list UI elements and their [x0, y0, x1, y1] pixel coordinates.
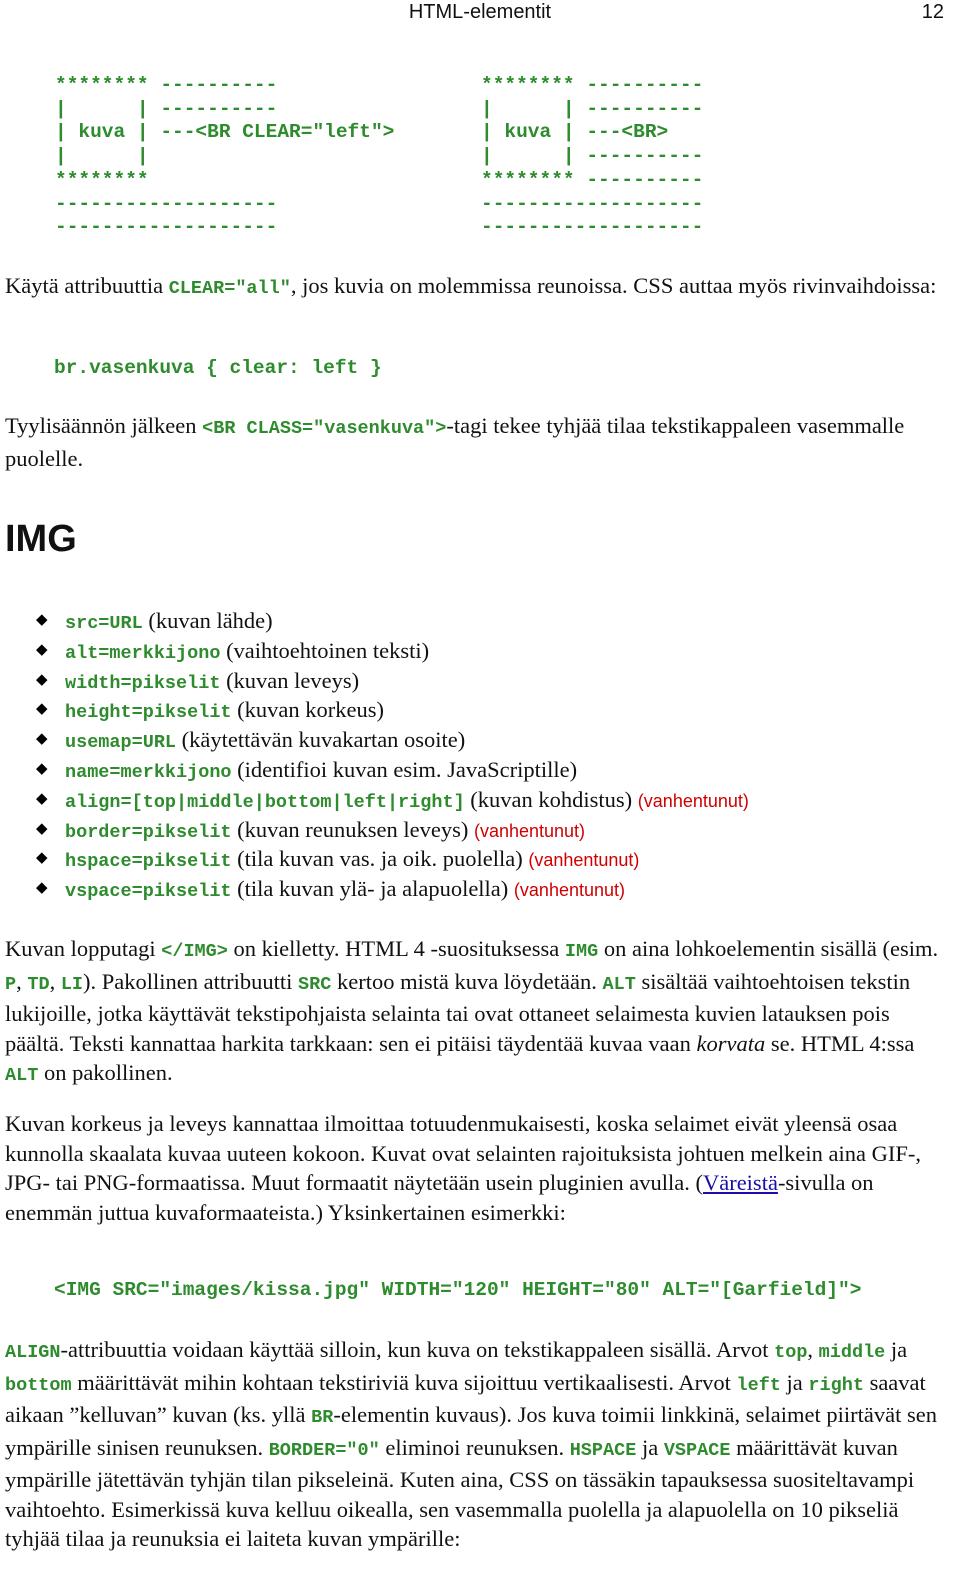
text: ja	[885, 1337, 908, 1362]
inline-code: BR	[311, 1407, 334, 1428]
section-heading-img: IMG	[5, 518, 77, 560]
diamond-bullet-icon: ◆	[36, 790, 48, 807]
inline-code: SRC	[298, 973, 332, 995]
attribute-desc: (kuvan lähde)	[142, 608, 273, 633]
code-example-css: br.vasenkuva { clear: left }	[54, 357, 382, 379]
diamond-bullet-icon: ◆	[36, 850, 48, 867]
code-example-img: <IMG SRC="images/kissa.jpg" WIDTH="120" HEIGHT="80" ALT="[Garfield]">	[54, 1279, 862, 1301]
inline-code: ALT	[5, 1065, 39, 1086]
inline-code: BORDER="0"	[268, 1439, 380, 1461]
diamond-bullet-icon: ◆	[36, 731, 48, 748]
attribute-desc: (käytettävän kuvakartan osoite)	[176, 727, 466, 753]
attribute-desc: (identifioi kuvan esim. JavaScriptille)	[231, 756, 578, 782]
attribute-desc: (tila kuvan ylä- ja alapuolella)	[231, 876, 514, 902]
text: -sivulla on enemmän juttua kuvaformaateista.) Yksinkertainen esimerkki:	[5, 1170, 874, 1225]
inline-code: top	[774, 1342, 808, 1363]
text: eliminoi reunuksen.	[379, 1434, 570, 1460]
deprecated-label: (vanhentunut)	[528, 850, 640, 871]
paragraph-dimensions	[5, 1109, 945, 1227]
inline-code: </IMG>	[161, 941, 228, 962]
inline-code: ALIGN	[5, 1342, 61, 1363]
text: se. HTML 4:ssa	[765, 1030, 915, 1056]
attribute-code: width=pikselit	[65, 672, 221, 694]
attribute-desc: (tila kuvan vas. ja oik. puolella)	[231, 846, 529, 872]
inline-code: VSPACE	[663, 1439, 731, 1461]
text: kertoo mistä kuva löydetään.	[331, 968, 603, 994]
text: ,	[49, 968, 61, 994]
attribute-desc: (vaihtoehtoinen teksti)	[220, 637, 430, 663]
attribute-code: name=merkkijono	[65, 761, 232, 783]
text: Käytä attribuuttia	[5, 273, 169, 298]
list-item	[0, 815, 749, 845]
attribute-desc: (kuvan kohdistus)	[464, 786, 638, 812]
text: ja	[636, 1434, 664, 1460]
list-item	[0, 785, 749, 815]
deprecated-label: (vanhentunut)	[473, 820, 586, 841]
deprecated-label: (vanhentunut)	[637, 790, 749, 811]
list-item	[0, 636, 749, 666]
text: ,	[807, 1337, 819, 1362]
ascii-diagram-left: ******** ---------- | | ---------- | kuva | ---<BR CLEAR="left"> | | ******** ------------------- -------------------	[55, 74, 395, 239]
text: ,	[16, 968, 28, 994]
paragraph-end-tag	[5, 934, 945, 1091]
page-number: 12	[921, 1, 944, 23]
text: -tagi tekee tyhjää tilaa tekstikappaleen vasemmalle puolelle.	[5, 413, 905, 471]
inline-code: left	[736, 1374, 781, 1396]
inline-code: <BR CLASS="vasenkuva">	[202, 418, 447, 439]
img-attribute-list	[0, 606, 749, 904]
inline-code: bottom	[5, 1374, 72, 1396]
diamond-bullet-icon: ◆	[36, 701, 48, 718]
attribute-code: hspace=pikselit	[65, 851, 232, 873]
diamond-bullet-icon: ◆	[36, 671, 48, 688]
inline-code: right	[808, 1374, 864, 1396]
text: ja	[780, 1369, 809, 1395]
text: -elementin kuvaus). Jos kuva toimii linkkinä, selaimet piirtävät sen ympärille sinisen reunuksen.	[5, 1402, 937, 1460]
text: saavat aikaan ”kelluvan” kuvan (ks. yllä	[5, 1369, 926, 1427]
attribute-desc: (kuvan leveys)	[220, 667, 360, 693]
attribute-desc: (kuvan korkeus)	[231, 697, 384, 723]
text: määrittävät kuvan ympärille jätettävän tyhjän tilan pikseleinä. Kuten aina, CSS on tässäkin tapauksessa suositeltavampi vaihtoehto. Esimerkissä kuva kelluu oikealla, sen vasemmalla puolella ja alapuolella on 10 pikseliä tyhjää tilaa ja reunuksia ei laiteta kuvan ympärille:	[5, 1434, 915, 1551]
attribute-code: align=[top|middle|bottom|left|right]	[65, 791, 465, 813]
text: on kielletty. HTML 4 -suosituksessa	[227, 936, 565, 961]
inline-code: CLEAR="all"	[168, 278, 291, 299]
attribute-desc: (kuvan reunuksen leveys)	[231, 816, 474, 842]
text: on aina lohkoelementin sisällä (esim.	[598, 936, 939, 961]
paragraph-align	[5, 1335, 945, 1554]
diamond-bullet-icon: ◆	[36, 612, 48, 628]
ascii-diagram-right: ******** ---------- | | ---------- | kuva | ---<BR> | | ---------- ******** ---------- ------------------- -------------------	[481, 74, 704, 239]
text: määrittävät mihin kohtaan tekstiriviä kuva sijoittuu vertikaalisesti. Arvot	[71, 1369, 737, 1395]
text: Kuvan korkeus ja leveys kannattaa ilmoittaa totuudenmukaisesti, koska selaimet eivät yleensä osaa kunnolla skaalata kuvaa uuteen kokoon. Kuvat ovat selainten rajoituksista johtuen melkein aina GIF-, JPG- tai PNG-formaatissa. Muut formaatit näytetään usein pluginien avulla. (	[5, 1111, 922, 1195]
diamond-bullet-icon: ◆	[36, 641, 48, 658]
inline-code: middle	[818, 1342, 886, 1363]
list-item	[0, 755, 749, 785]
paragraph-clear-all	[5, 271, 945, 304]
text: sisältää vaihtoehtoisen tekstin lukijoille, jotka käyttävät tekstipohjaista selainta tai ovat ottaneet selaimesta kuvien latauksen pois päältä. Teksti kannattaa harkita tarkkaan: sen ei pitäisi täydentää kuvaa vaan	[5, 968, 911, 1056]
deprecated-label: (vanhentunut)	[513, 880, 625, 901]
inline-code: TD	[27, 973, 50, 995]
list-item	[0, 666, 749, 696]
paragraph-style-rule	[5, 411, 945, 473]
text: -attribuuttia voidaan käyttää silloin, kun kuva on tekstikappaleen sisällä. Arvot	[60, 1337, 775, 1362]
text: ). Pakollinen attribuutti	[83, 968, 299, 994]
text: Kuvan lopputagi	[5, 936, 162, 961]
text: , jos kuvia on molemmissa reunoissa. CSS auttaa myös rivinvaihdoissa:	[290, 273, 937, 298]
diamond-bullet-icon: ◆	[36, 760, 48, 777]
inline-code: IMG	[564, 941, 599, 962]
inline-code: HSPACE	[569, 1439, 637, 1461]
list-item	[0, 695, 749, 725]
attribute-code: usemap=URL	[65, 732, 177, 754]
attribute-code: vspace=pikselit	[65, 881, 232, 903]
link-vareista[interactable]: Väreistä	[702, 1170, 778, 1195]
text: on pakollinen.	[38, 1060, 173, 1085]
attribute-code: alt=merkkijono	[65, 642, 221, 664]
list-item	[0, 844, 749, 874]
attribute-code: height=pikselit	[65, 702, 232, 724]
page-header-title: HTML-elementit	[408, 1, 552, 23]
text: Tyylisäännön jälkeen	[5, 413, 203, 438]
inline-code: LI	[60, 973, 84, 995]
list-item	[0, 874, 749, 904]
list-item	[0, 606, 749, 636]
diamond-bullet-icon: ◆	[36, 820, 48, 837]
attribute-code: src=URL	[65, 613, 143, 634]
attribute-code: border=pikselit	[65, 821, 232, 843]
emphasis: korvata	[696, 1030, 766, 1056]
diamond-bullet-icon: ◆	[36, 880, 48, 897]
inline-code: P	[5, 973, 17, 995]
list-item	[0, 725, 749, 755]
inline-code: ALT	[602, 973, 636, 995]
